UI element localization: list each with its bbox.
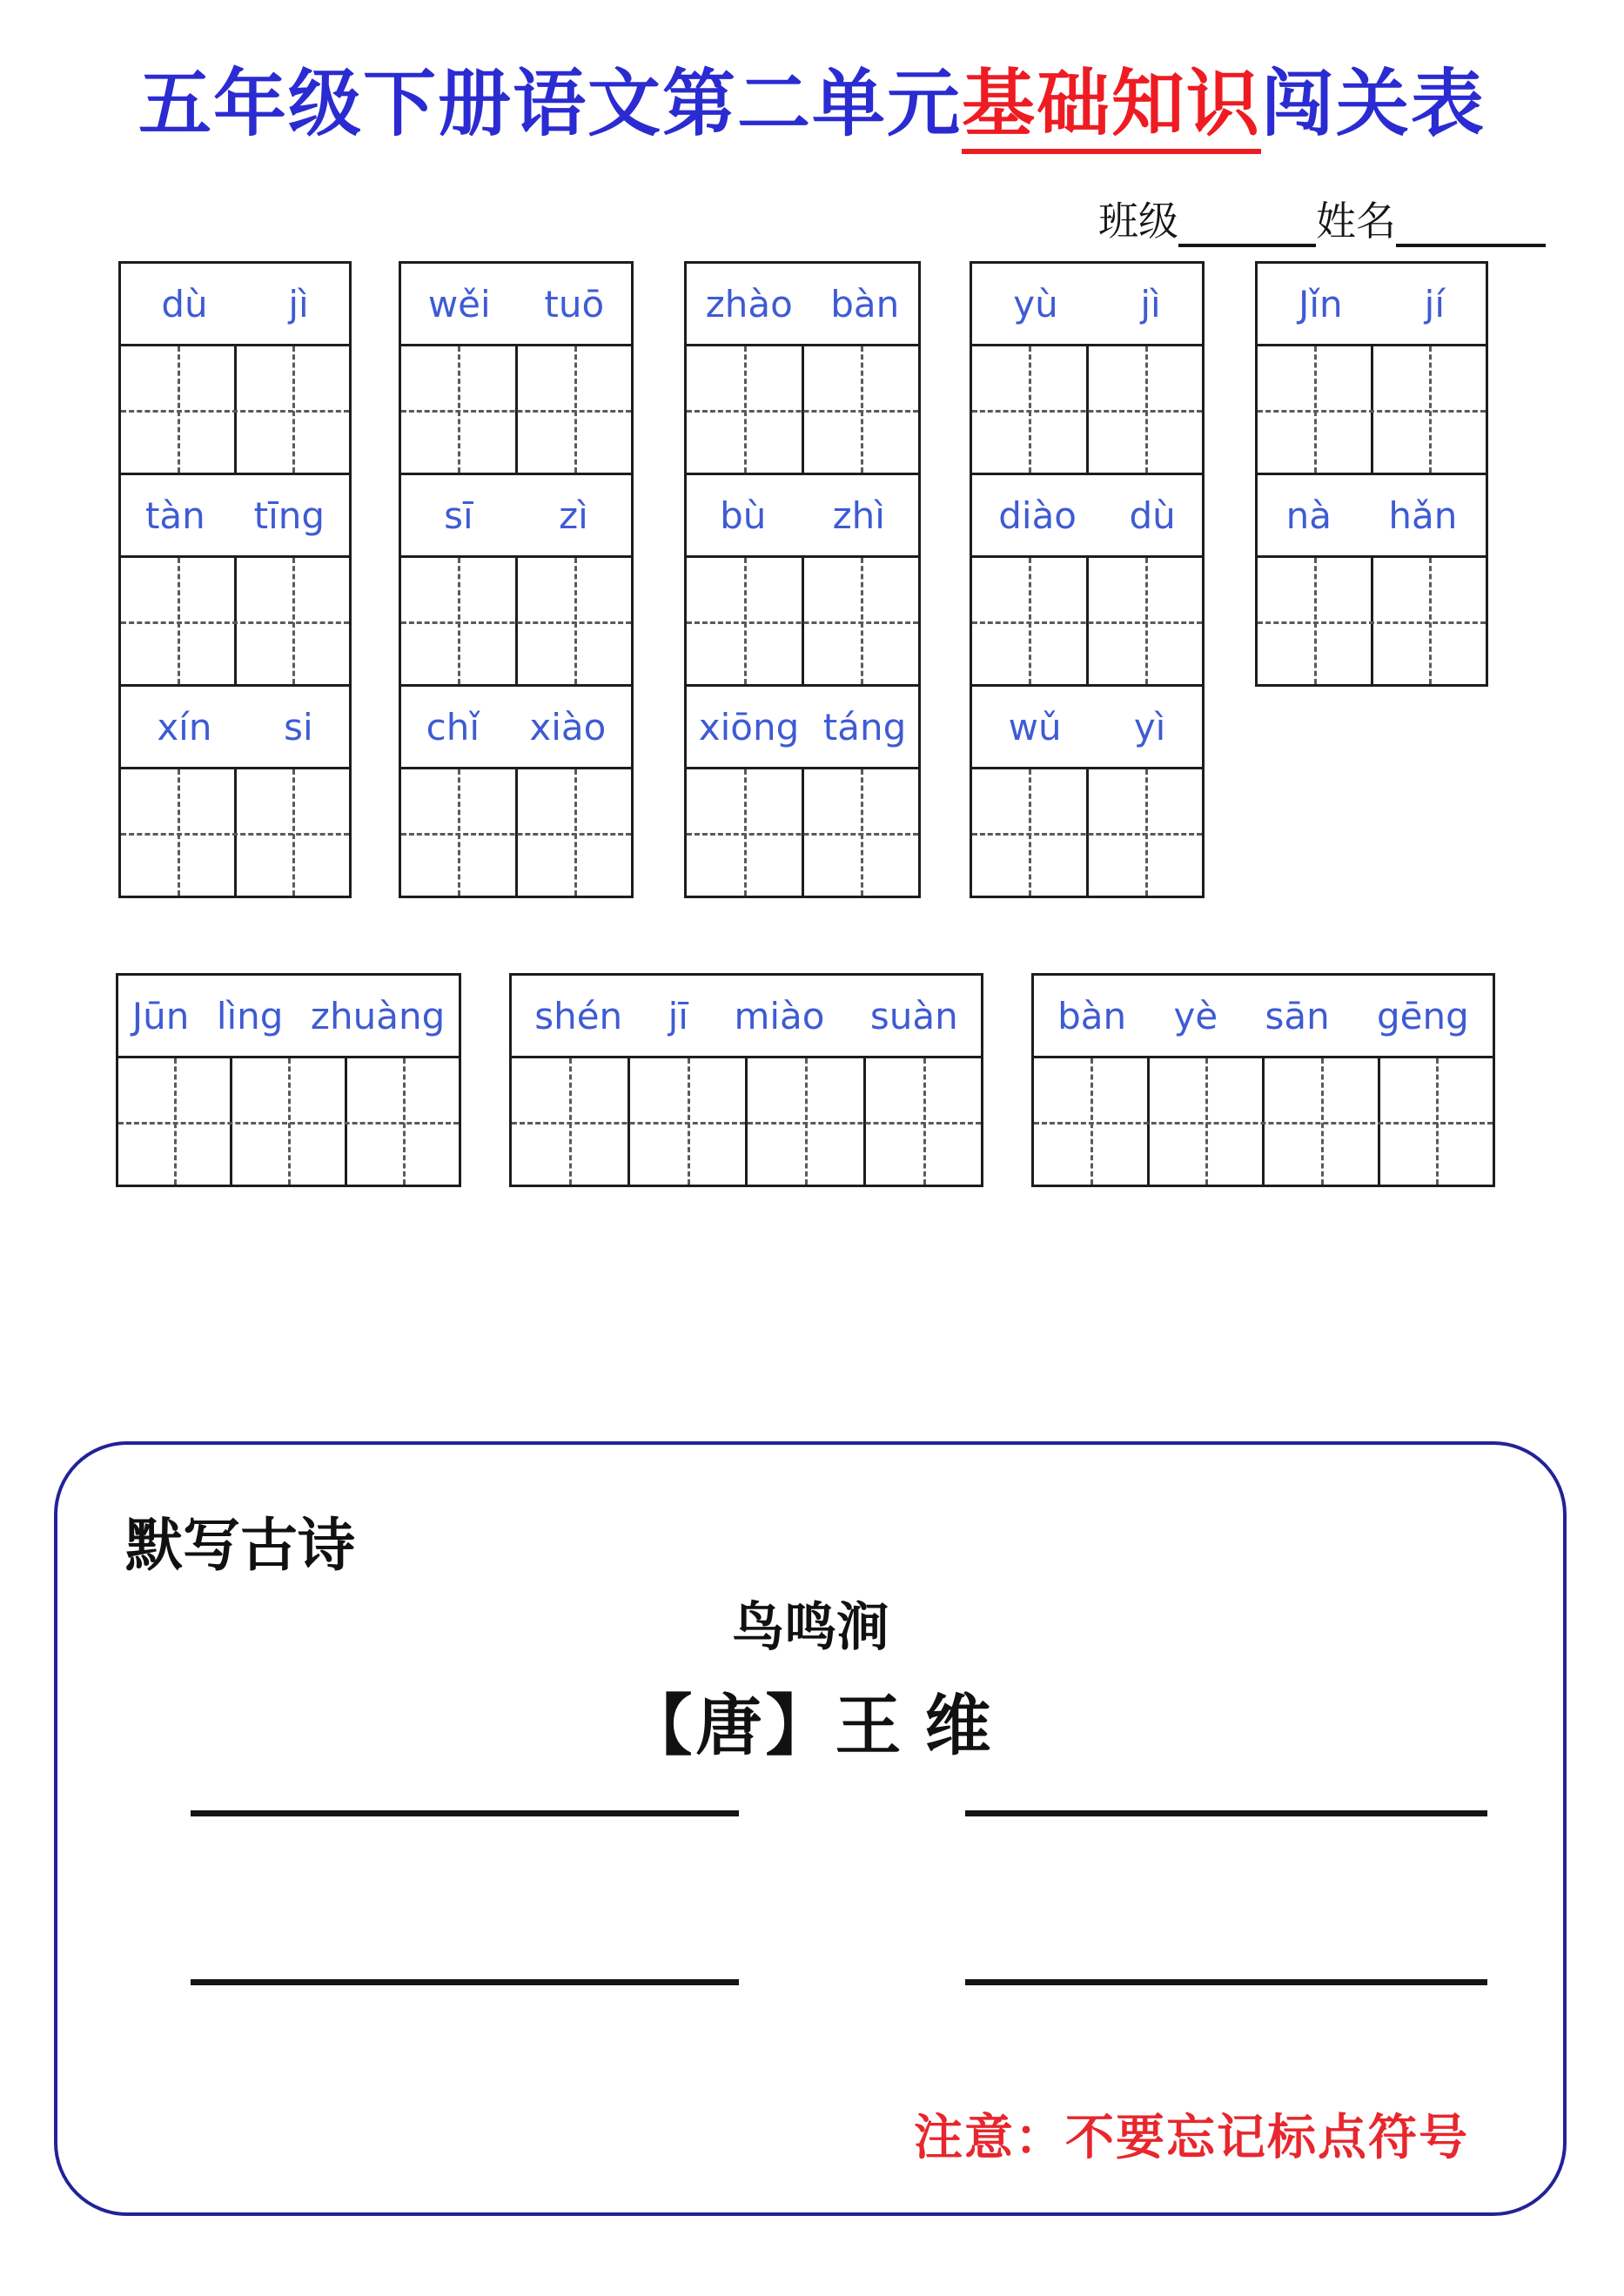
pinyin-syllable: xiōng	[698, 705, 800, 749]
writing-cell[interactable]	[1258, 558, 1371, 684]
pinyin-label-row	[121, 264, 349, 346]
poem-writing-line-4[interactable]	[965, 1979, 1487, 1985]
pinyin-syllable: si	[284, 705, 313, 749]
pinyin-syllable: dù	[1129, 493, 1176, 537]
word-section	[512, 976, 981, 1185]
page-title-part1: 五年级下册语文第二单元	[138, 64, 962, 145]
writing-cells-row	[687, 769, 918, 896]
pinyin-label-row	[401, 475, 631, 558]
pinyin-label-row	[972, 264, 1202, 346]
word-section	[1034, 976, 1493, 1185]
pinyin-word-column-5	[1255, 261, 1488, 687]
pinyin-label-row	[1258, 475, 1486, 558]
word-section	[687, 684, 918, 896]
poem-writing-line-2[interactable]	[965, 1810, 1487, 1816]
word-section	[121, 473, 349, 684]
poem-writing-line-3[interactable]	[191, 1979, 739, 1985]
name-blank-line[interactable]	[1396, 202, 1546, 247]
poem-title: 鸟鸣涧	[732, 1599, 889, 1656]
writing-cells-row	[401, 346, 631, 473]
punctuation-note: 注意：不要忘记标点符号	[914, 2111, 1469, 2165]
writing-cell[interactable]	[345, 1058, 459, 1185]
writing-cells-row	[1258, 558, 1486, 684]
page-title-highlight: 基础知识	[962, 64, 1261, 154]
writing-cell[interactable]	[972, 346, 1086, 473]
writing-cell[interactable]	[515, 769, 632, 896]
pinyin-syllable: nà	[1285, 493, 1332, 537]
writing-cell[interactable]	[1086, 769, 1203, 896]
writing-cells-row	[401, 769, 631, 896]
pinyin-word-column-3	[684, 261, 921, 898]
class-label: 班级	[1098, 199, 1178, 244]
poem-writing-line-1[interactable]	[191, 1810, 739, 1816]
writing-cell[interactable]	[1086, 558, 1203, 684]
pinyin-syllable: wěi	[427, 282, 491, 326]
pinyin-syllable: yè	[1173, 994, 1218, 1037]
pinyin-syllable: zhào	[705, 282, 793, 326]
word-section	[401, 264, 631, 473]
pinyin-syllable: tuō	[544, 282, 605, 326]
pinyin-syllable: xiào	[529, 705, 607, 749]
pinyin-label-row	[512, 976, 981, 1058]
word-section	[121, 264, 349, 473]
writing-cell[interactable]	[118, 1058, 230, 1185]
writing-cell[interactable]	[1371, 346, 1486, 473]
pinyin-syllable: gēng	[1377, 994, 1469, 1037]
word-section	[121, 684, 349, 896]
bottom-word-group-2	[509, 973, 983, 1187]
pinyin-word-column-2	[399, 261, 634, 898]
pinyin-syllable: sān	[1265, 994, 1330, 1037]
pinyin-label-row	[118, 976, 459, 1058]
writing-cells-row	[972, 346, 1202, 473]
pinyin-syllable: suàn	[869, 994, 958, 1037]
writing-cell[interactable]	[745, 1058, 863, 1185]
writing-cell[interactable]	[972, 769, 1086, 896]
pinyin-label-row	[121, 687, 349, 769]
writing-cell[interactable]	[1086, 346, 1203, 473]
pinyin-label-row	[401, 264, 631, 346]
pinyin-syllable: bàn	[830, 282, 900, 326]
pinyin-syllable: jí	[1424, 282, 1445, 326]
word-section	[401, 473, 631, 684]
student-info-line	[1098, 190, 1546, 247]
pinyin-label-row	[687, 264, 918, 346]
pinyin-label-row	[687, 475, 918, 558]
pinyin-syllable: tīng	[253, 493, 325, 537]
bottom-word-group-1	[116, 973, 461, 1187]
pinyin-syllable: miào	[734, 994, 825, 1037]
writing-cell[interactable]	[1258, 346, 1371, 473]
class-blank-line[interactable]	[1178, 202, 1316, 247]
writing-cell[interactable]	[234, 769, 350, 896]
word-section	[1258, 473, 1486, 684]
writing-cell[interactable]	[687, 558, 802, 684]
word-section	[687, 264, 918, 473]
writing-cell[interactable]	[401, 769, 515, 896]
pinyin-syllable: sī	[444, 493, 473, 537]
poem-dictation-box	[54, 1441, 1567, 2216]
pinyin-syllable: shén	[534, 994, 623, 1037]
writing-cells-row	[1258, 346, 1486, 473]
pinyin-syllable: yì	[1133, 705, 1166, 749]
writing-cells-row	[1034, 1058, 1493, 1185]
pinyin-word-column-4	[970, 261, 1205, 898]
pinyin-syllable: jī	[668, 994, 688, 1037]
pinyin-label-row	[401, 687, 631, 769]
writing-cells-row	[118, 1058, 459, 1185]
writing-cells-row	[972, 769, 1202, 896]
pinyin-label-row	[1258, 264, 1486, 346]
writing-cell[interactable]	[121, 769, 234, 896]
writing-cells-row	[121, 769, 349, 896]
pinyin-syllable: bàn	[1057, 994, 1127, 1037]
writing-cell[interactable]	[972, 558, 1086, 684]
pinyin-syllable: zì	[559, 493, 588, 537]
pinyin-syllable: jì	[288, 282, 309, 326]
writing-cell[interactable]	[234, 346, 350, 473]
pinyin-syllable: Jǐn	[1298, 282, 1343, 326]
word-section	[687, 473, 918, 684]
pinyin-syllable: Jūn	[131, 994, 190, 1037]
writing-cell[interactable]	[512, 1058, 627, 1185]
page-title-part3: 闯关表	[1261, 64, 1486, 145]
writing-cell[interactable]	[401, 346, 515, 473]
name-label: 姓名	[1316, 199, 1396, 244]
word-section	[972, 684, 1202, 896]
writing-cells-row	[121, 346, 349, 473]
pinyin-syllable: dù	[161, 282, 208, 326]
pinyin-word-column-1	[118, 261, 352, 898]
word-section	[1258, 264, 1486, 473]
writing-cells-row	[687, 346, 918, 473]
word-section	[972, 473, 1202, 684]
word-section	[118, 976, 459, 1185]
writing-cell[interactable]	[1147, 1058, 1263, 1185]
writing-cell[interactable]	[687, 769, 802, 896]
writing-cell[interactable]	[802, 769, 919, 896]
writing-cell[interactable]	[515, 558, 632, 684]
bottom-word-group-3	[1031, 973, 1495, 1187]
writing-cell[interactable]	[1378, 1058, 1493, 1185]
writing-cell[interactable]	[627, 1058, 746, 1185]
pinyin-label-row	[687, 687, 918, 769]
pinyin-syllable: zhì	[832, 493, 885, 537]
word-section	[401, 684, 631, 896]
writing-cells-row	[687, 558, 918, 684]
pinyin-label-row	[121, 475, 349, 558]
writing-cell[interactable]	[687, 346, 802, 473]
writing-cell[interactable]	[1262, 1058, 1378, 1185]
pinyin-syllable: bù	[720, 493, 767, 537]
writing-cell[interactable]	[802, 558, 919, 684]
pinyin-syllable: jì	[1140, 282, 1161, 326]
writing-cell[interactable]	[1371, 558, 1486, 684]
pinyin-syllable: táng	[822, 705, 907, 749]
writing-cell[interactable]	[863, 1058, 982, 1185]
poem-author: 【唐】王 维	[626, 1690, 995, 1763]
pinyin-label-row	[1034, 976, 1493, 1058]
writing-cell[interactable]	[230, 1058, 344, 1185]
pinyin-syllable: zhuàng	[310, 994, 446, 1037]
writing-cells-row	[972, 558, 1202, 684]
writing-cell[interactable]	[401, 558, 515, 684]
pinyin-syllable: yù	[1013, 282, 1058, 326]
pinyin-syllable: chǐ	[426, 705, 480, 749]
writing-cells-row	[121, 558, 349, 684]
poem-section-heading: 默写古诗	[125, 1514, 355, 1578]
pinyin-label-row	[972, 687, 1202, 769]
writing-cells-row	[512, 1058, 981, 1185]
pinyin-syllable: wǔ	[1008, 705, 1062, 749]
page-title	[0, 45, 1624, 151]
word-section	[972, 264, 1202, 473]
writing-cell[interactable]	[802, 346, 919, 473]
writing-cells-row	[401, 558, 631, 684]
writing-cell[interactable]	[515, 346, 632, 473]
pinyin-syllable: hǎn	[1388, 493, 1458, 537]
pinyin-label-row	[972, 475, 1202, 558]
pinyin-syllable: xín	[157, 705, 212, 749]
writing-cell[interactable]	[1034, 1058, 1147, 1185]
pinyin-syllable: tàn	[144, 493, 205, 537]
pinyin-syllable: lìng	[216, 994, 284, 1037]
pinyin-syllable: diào	[998, 493, 1077, 537]
writing-cell[interactable]	[121, 558, 234, 684]
writing-cell[interactable]	[234, 558, 350, 684]
writing-cell[interactable]	[121, 346, 234, 473]
